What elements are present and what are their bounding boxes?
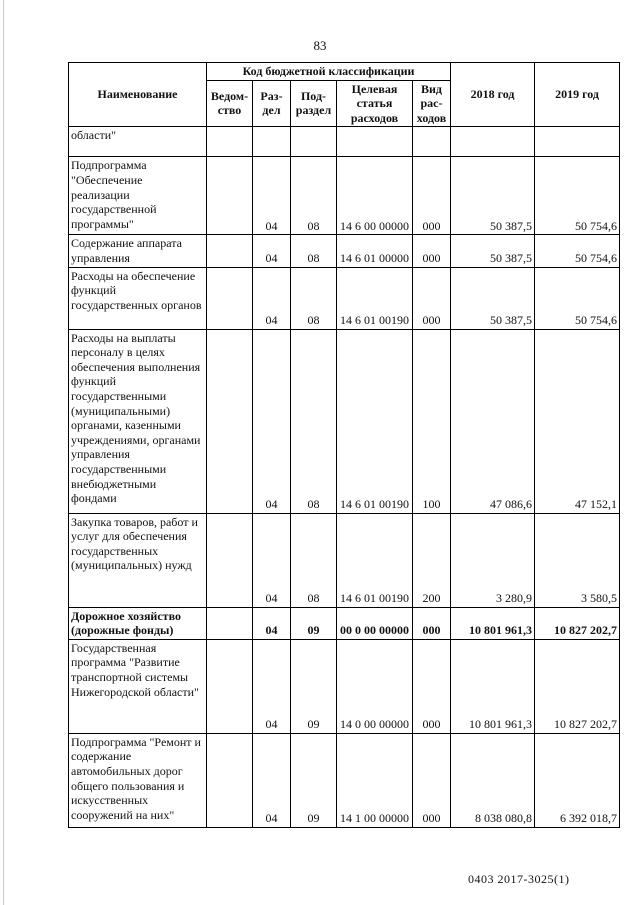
row-amount-2018: 50 387,5 — [451, 267, 535, 329]
row-podrazdel: 08 — [291, 235, 337, 267]
row-vid-rashodov: 000 — [413, 639, 451, 733]
row-vedomstvo — [207, 607, 253, 639]
row-name: Подпрограмма "Ремонт и содержание автомобильных дорог общего пользования и искусственных сооружений на них" — [69, 733, 207, 827]
header-2019: 2019 год — [535, 63, 620, 127]
row-razdel: 04 — [253, 329, 291, 513]
row-celevaya-statya: 00 0 00 00000 — [337, 607, 413, 639]
row-vedomstvo — [207, 157, 253, 235]
header-name: Наименование — [69, 63, 207, 127]
header-classification-group: Код бюджетной классификации — [207, 63, 451, 81]
row-name: Дорожное хозяйство (дорожные фонды) — [69, 607, 207, 639]
row-celevaya-statya: 14 6 01 00190 — [337, 513, 413, 607]
row-vedomstvo — [207, 329, 253, 513]
row-podrazdel: 09 — [291, 733, 337, 827]
row-amount-2018: 3 280,9 — [451, 513, 535, 607]
row-celevaya-statya: 14 1 00 00000 — [337, 733, 413, 827]
row-razdel: 04 — [253, 733, 291, 827]
table-row — [69, 157, 620, 235]
row-amount-2018: 10 801 961,3 — [451, 639, 535, 733]
row-amount-2019: 50 754,6 — [535, 157, 620, 235]
row-razdel: 04 — [253, 639, 291, 733]
header-celevaya: Целевая статья расходов — [337, 80, 413, 127]
row-vedomstvo — [207, 127, 253, 157]
page-number: 83 — [313, 38, 327, 53]
row-podrazdel: 09 — [291, 607, 337, 639]
row-celevaya-statya: 14 6 01 00190 — [337, 329, 413, 513]
header-2018: 2018 год — [451, 63, 535, 127]
row-vedomstvo — [207, 639, 253, 733]
row-name: Расходы на выплаты персоналу в целях обеспечения выполнения функций государственными (муниципальными) органами, казенными учреждениями, органами управления государственными внебюджетными фондами — [69, 329, 207, 513]
row-amount-2018: 47 086,6 — [451, 329, 535, 513]
table-row — [69, 329, 620, 513]
row-podrazdel: 08 — [291, 267, 337, 329]
row-vid-rashodov: 000 — [413, 235, 451, 267]
row-amount-2019: 3 580,5 — [535, 513, 620, 607]
table-row — [69, 127, 620, 157]
row-vid-rashodov: 000 — [413, 733, 451, 827]
row-podrazdel: 09 — [291, 639, 337, 733]
row-amount-2018 — [451, 127, 535, 157]
table-row — [69, 639, 620, 733]
row-amount-2019: 6 392 018,7 — [535, 733, 620, 827]
row-celevaya-statya: 14 6 00 00000 — [337, 157, 413, 235]
row-amount-2019: 50 754,6 — [535, 235, 620, 267]
table-row — [69, 513, 620, 607]
row-amount-2019: 47 152,1 — [535, 329, 620, 513]
row-vid-rashodov: 000 — [413, 267, 451, 329]
row-razdel: 04 — [253, 267, 291, 329]
header-razdel: Раз-дел — [253, 80, 291, 127]
footer-document-code: 0403 2017-3025(1) — [468, 872, 570, 886]
row-razdel: 04 — [253, 235, 291, 267]
header-vedomstvo: Ведом-ство — [207, 80, 253, 127]
row-razdel: 04 — [253, 157, 291, 235]
row-name: Расходы на обеспечение функций государственных органов — [69, 267, 207, 329]
row-name: Государственная программа "Развитие транспортной системы Нижегородской области" — [69, 639, 207, 733]
row-razdel: 04 — [253, 607, 291, 639]
row-name: Подпрограмма "Обеспечение реализации государственной программы" — [69, 157, 207, 235]
row-vid-rashodov: 000 — [413, 157, 451, 235]
budget-table — [68, 62, 620, 828]
row-vedomstvo — [207, 267, 253, 329]
row-amount-2019 — [535, 127, 620, 157]
row-vid-rashodov — [413, 127, 451, 157]
header-vid: Вид рас-ходов — [413, 80, 451, 127]
row-amount-2019: 50 754,6 — [535, 267, 620, 329]
row-vedomstvo — [207, 235, 253, 267]
row-name: Содержание аппарата управления — [69, 235, 207, 267]
table-row — [69, 267, 620, 329]
row-razdel: 04 — [253, 513, 291, 607]
row-amount-2019: 10 827 202,7 — [535, 639, 620, 733]
row-podrazdel — [291, 127, 337, 157]
row-celevaya-statya: 14 0 00 00000 — [337, 639, 413, 733]
table-row — [69, 235, 620, 267]
row-amount-2018: 50 387,5 — [451, 235, 535, 267]
header-podrazdel: Под-раздел — [291, 80, 337, 127]
row-vid-rashodov: 200 — [413, 513, 451, 607]
row-podrazdel: 08 — [291, 513, 337, 607]
row-vid-rashodov: 000 — [413, 607, 451, 639]
table-body — [69, 127, 620, 827]
row-name: Закупка товаров, работ и услуг для обеспечения государственных (муниципальных) нужд — [69, 513, 207, 607]
row-razdel — [253, 127, 291, 157]
row-vid-rashodov: 100 — [413, 329, 451, 513]
row-vedomstvo — [207, 513, 253, 607]
row-podrazdel: 08 — [291, 157, 337, 235]
row-podrazdel: 08 — [291, 329, 337, 513]
row-celevaya-statya: 14 6 01 00000 — [337, 235, 413, 267]
row-celevaya-statya: 14 6 01 00190 — [337, 267, 413, 329]
table-row — [69, 607, 620, 639]
page-edge-line — [3, 0, 4, 905]
row-celevaya-statya — [337, 127, 413, 157]
table-row — [69, 733, 620, 827]
row-amount-2018: 10 801 961,3 — [451, 607, 535, 639]
row-name: области" — [69, 127, 207, 157]
row-amount-2019: 10 827 202,7 — [535, 607, 620, 639]
row-amount-2018: 8 038 080,8 — [451, 733, 535, 827]
row-amount-2018: 50 387,5 — [451, 157, 535, 235]
row-vedomstvo — [207, 733, 253, 827]
